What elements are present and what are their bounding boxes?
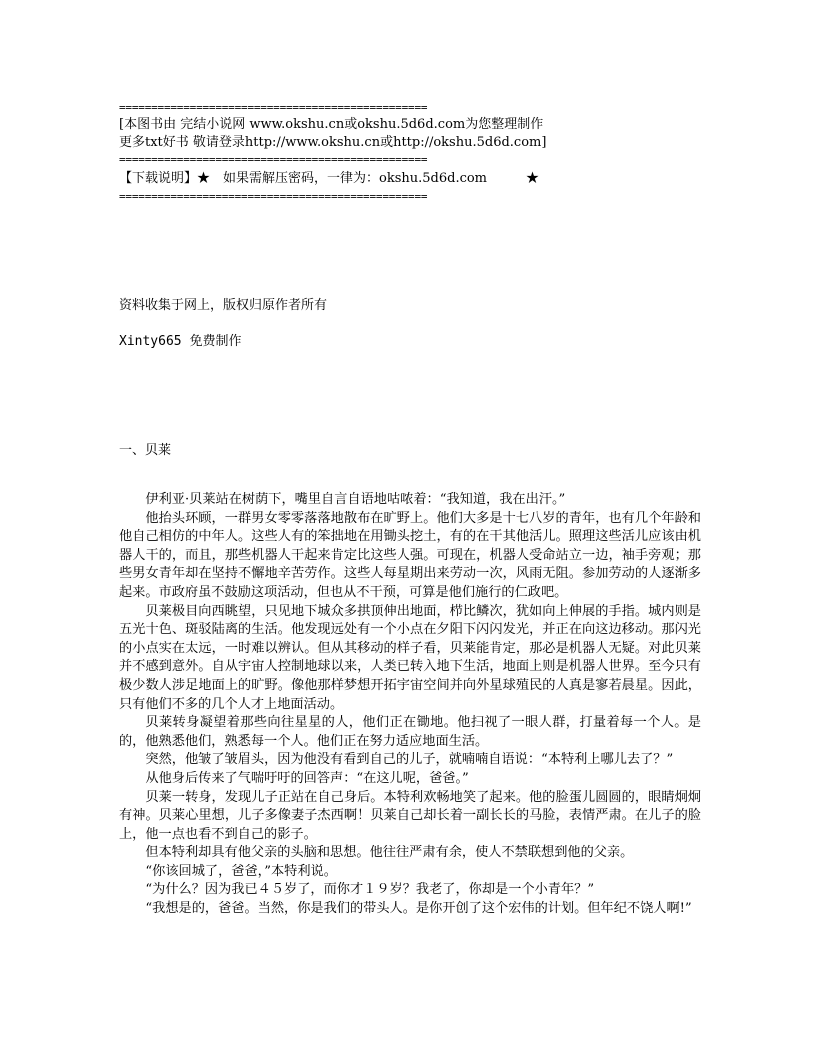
separator-line: ================================================ bbox=[119, 190, 428, 203]
chapter-title: 一、贝莱 bbox=[119, 443, 172, 458]
paragraph: “我想是的，爸爸。当然，你是我们的带头人。是你开创了这个宏伟的计划。但年纪不饶人啊!” bbox=[145, 901, 692, 917]
source-notice-line-2: 更多txt好书 敬请登录http://www.okshu.cn或http://okshu.5d6d.com] bbox=[119, 135, 547, 150]
download-instructions: 【下载说明】★ 如果需解压密码，一律为：okshu.5d6d.com ★ bbox=[119, 171, 540, 186]
separator-line: ================================================ bbox=[119, 153, 428, 166]
copyright-note: 资料收集于网上，版权归原作者所有 bbox=[119, 298, 328, 313]
paragraph: “为什么？因为我已４５岁了，而你才１９岁？我老了，你却是一个小青年？” bbox=[145, 882, 595, 898]
chapter-body bbox=[119, 491, 701, 919]
paragraph: “你该回城了，爸爸，”本特利说。 bbox=[145, 863, 337, 879]
paragraph: 贝莱转身凝望着那些向往星星的人，他们正在锄地。他扫视了一眼人群，打量着每一个人。是的，他熟悉他们，熟悉每一个人。他们正在努力适应地面生活。 bbox=[119, 715, 701, 749]
paragraph: 突然，他皱了皱眉头，因为他没有看到自己的儿子，就喃喃自语说：“本特利上哪儿去了？” bbox=[145, 752, 674, 768]
separator-line: ================================================ bbox=[119, 101, 428, 114]
paragraph: 但本特利却具有他父亲的头脑和思想。他往往严肃有余，使人不禁联想到他的父亲。 bbox=[145, 845, 634, 861]
paragraph: 伊利亚·贝莱站在树荫下，嘴里自言自语地咕哝着：“我知道，我在出汗。” bbox=[145, 492, 566, 507]
paragraph: 他抬头环顾，一群男女零零落落地散布在旷野上。他们大多是十七八岁的青年，也有几个年龄和他自己相仿的中年人。这些人有的笨拙地在用锄头挖土，有的在干其他活儿。照理这些活儿应该由机器人干的，而且，那些机器人干起来肯定比这些人强。可现在，机器人受命站立一边，袖手旁观；那些男女青年却在坚持不懈地辛苦劳作。这些人每星期出来劳动一次，风雨无阻。参加劳动的人逐渐多起来。市政府虽不鼓励这项活动，但也从不干预，可算是他们施行的仁政吧。 bbox=[119, 510, 701, 600]
maker-credit: Xinty665 免费制作 bbox=[119, 334, 242, 349]
paragraph: 贝莱极目向西眺望，只见地下城众多拱顶伸出地面，栉比鳞次，犹如向上伸展的手指。城内则是五光十色、斑驳陆离的生活。他发现远处有一个小点在夕阳下闪闪发光，并正在向这边移动。那闪光的小点实在太远，一时难以辨认。但从其移动的样子看，贝莱能肯定，那必是机器人无疑。对此贝莱并不感到意外。自从宇宙人控制地球以来，人类已转入地下生活，地面上则是机器人世界。至今只有极少数人涉足地面上的旷野。像他那样梦想开拓宇宙空间并向外星球殖民的人真是寥若晨星。因此，只有他们不多的几个人才上地面活动。 bbox=[119, 603, 701, 712]
paragraph: 贝莱一转身，发现儿子正站在自己身后。本特利欢畅地笑了起来。他的脸蛋儿圆圆的，眼睛炯炯有神。贝莱心里想，儿子多像妻子杰西啊！贝莱自己却长着一副长长的马脸，表情严肃。在儿子的脸上，他一点也看不到自己的影子。 bbox=[119, 789, 701, 842]
source-notice-line-1: [本图书由 完结小说网 www.okshu.cn或okshu.5d6d.com为您整理制作 bbox=[119, 117, 544, 132]
paragraph: 从他身后传来了气喘吁吁的回答声：“在这儿呢，爸爸。” bbox=[145, 770, 469, 786]
